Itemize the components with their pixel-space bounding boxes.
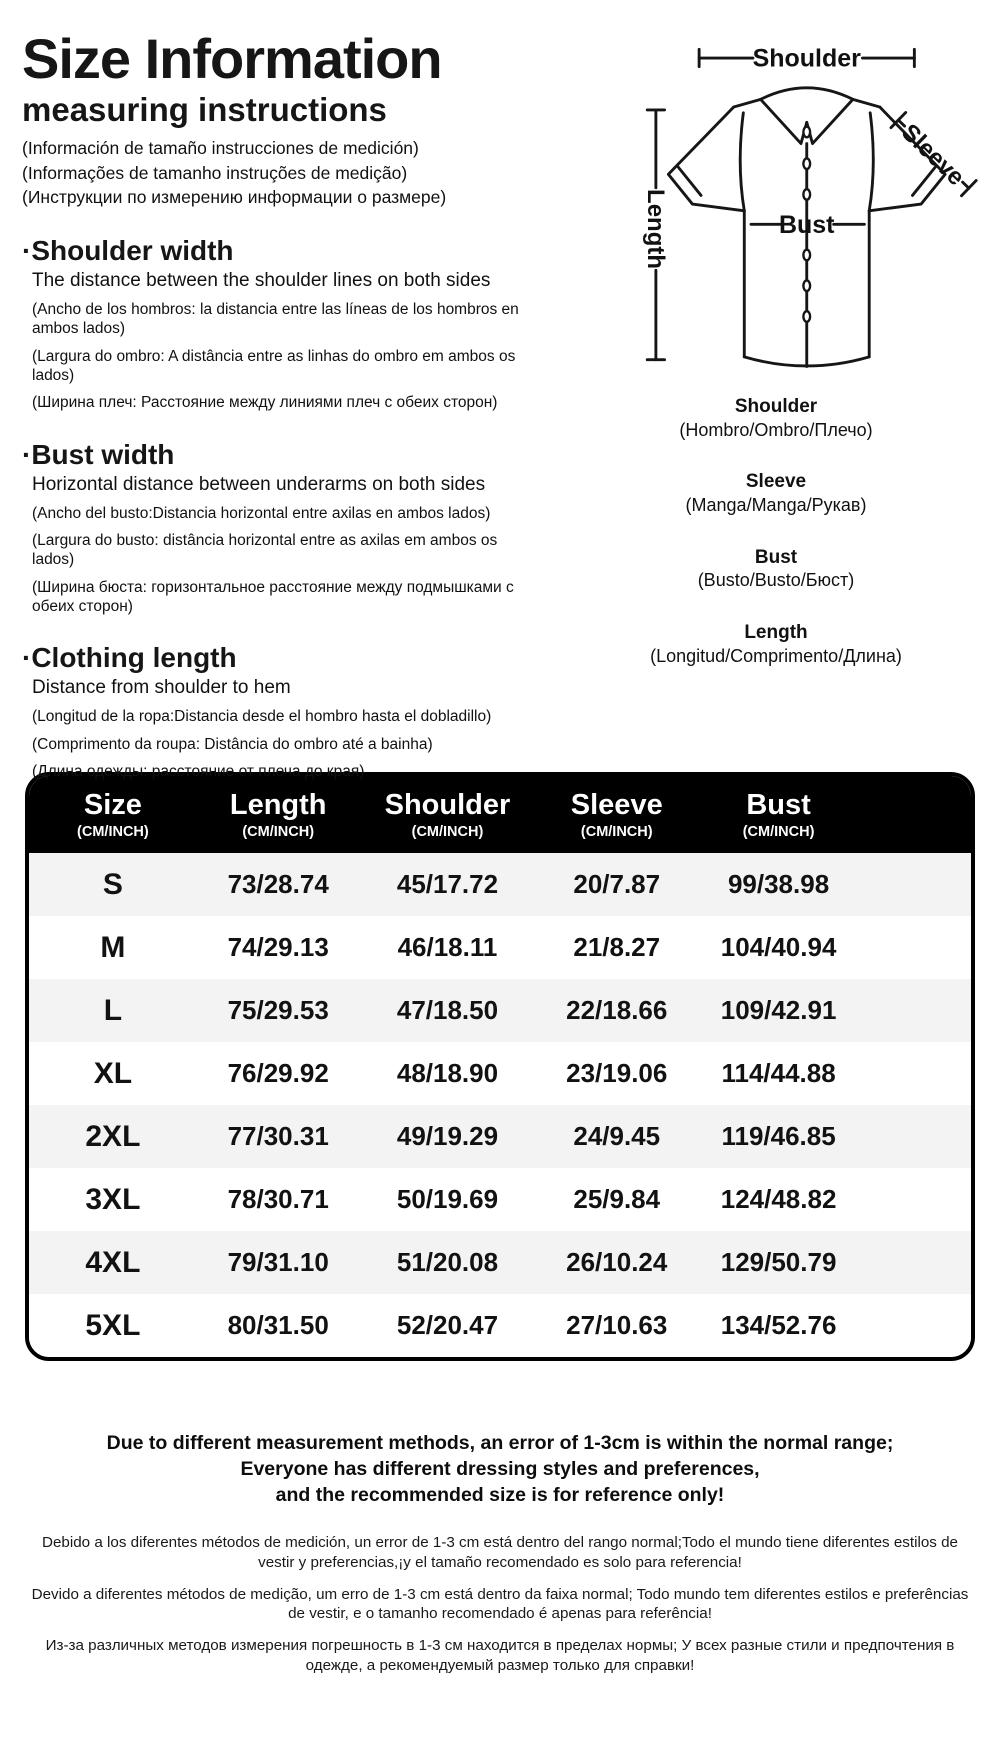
cell-sleeve: 27/10.63 [566,1310,668,1341]
disclaimer-line: Everyone has different dressing styles and preferences, [240,1458,760,1481]
cell-sleeve: 26/10.24 [566,1247,668,1278]
cell-shoulder: 52/20.47 [396,1310,499,1341]
header-cell-sleeve [535,789,698,840]
legend-translations: (Manga/Manga/Рукав) [685,495,867,515]
column-unit: (CM/INCH) [742,824,815,841]
translation-ru: (Длина одежды: расстояние от плеча до края) [32,762,365,780]
note-pt: Devido a diferentes métodos de medição, um erro de 1-3 cm está dentro da faixa normal; Todo mundo tem diferentes estilos e preferências de vestir, e o tamanho recomendado é apenas para referência! [31,1585,969,1623]
table-row [29,853,971,916]
subtitle-translation-pt: (Informações de tamanho instruções de medição) [22,162,408,183]
subtitle-translation-es: (Información de tamaño instrucciones de medición) [22,137,419,158]
length-diagram-label: Length [642,189,670,270]
section-translations [22,707,552,781]
left-armhole-seam [740,113,744,211]
legend-item-sleeve [552,470,1000,516]
right-shoulder-seam [853,99,880,107]
cell-sleeve: 21/8.27 [573,932,661,963]
button-icon [803,311,810,322]
legend-term: Length [744,621,808,643]
cell-size: S [102,867,123,901]
button-icon [803,250,810,261]
header-cell-shoulder [360,789,536,840]
cell-size: 5XL [85,1308,141,1342]
subtitle-translations [22,137,552,209]
cell-length: 73/28.74 [227,869,329,900]
cell-bust: 109/42.91 [720,995,837,1026]
legend-item-shoulder [552,395,1000,441]
translation-ru: (Ширина бюста: горизонтальное расстояние между подмышками с обеих сторон) [32,578,514,616]
shoulder-diagram-label: Shoulder [752,44,861,73]
diagram-legend [552,395,1000,667]
legend-term: Sleeve [745,471,807,493]
legend-item-length [552,621,1000,667]
collar-left-flap [761,99,807,143]
left-sleeve [668,107,744,211]
translation-pt: (Largura do busto: distância horizontal entre as axilas em ambos os lados) [32,531,498,569]
header-cell-bust [698,789,859,840]
column-unit: (CM/INCH) [77,824,149,841]
button-icon [803,158,810,169]
cell-bust: 134/52.76 [720,1310,837,1341]
cell-length: 79/31.10 [227,1247,329,1278]
table-row [29,1231,971,1294]
section-bust-width [22,440,552,617]
section-translations [22,504,552,617]
cell-shoulder: 49/19.29 [396,1121,499,1152]
legend-term: Shoulder [734,396,818,417]
cell-length: 78/30.71 [227,1184,329,1215]
header-cell-length [197,789,360,840]
cell-size: XL [93,1056,133,1090]
column-label: Length [229,789,327,821]
translation-pt: (Comprimento da roupa: Distância do ombro até a bainha) [32,735,433,753]
column-unit: (CM/INCH) [242,824,315,841]
cell-sleeve: 25/9.84 [573,1184,661,1215]
cell-bust: 114/44.88 [721,1058,836,1089]
button-icon [803,280,810,291]
section-heading: ·Shoulder width [22,235,234,267]
size-table [25,772,975,1361]
note-es: Debido a los diferentes métodos de medición, un error de 1-3 cm está dentro del rango normal;Todo el mundo tiene diferentes estilos de vestir y preferencias,¡y el tamaño recomendado es solo para referencia! [42,1534,958,1571]
shirt-diagram [555,28,997,384]
cell-size: M [100,930,126,964]
column-unit: (CM/INCH) [580,824,653,841]
column-label: Shoulder [384,789,511,821]
translation-es: (Ancho del busto:Distancia horizontal entre axilas en ambos lados) [32,504,491,522]
legend-term: Bust [754,546,798,568]
column-label: Sleeve [570,789,663,821]
column-unit: (CM/INCH) [411,824,484,841]
right-armhole-seam [869,113,873,211]
instructions-column [22,26,552,780]
legend-item-bust [552,546,1000,592]
collar [761,88,853,100]
cell-size: 2XL [85,1119,141,1153]
cell-length: 74/29.13 [227,932,329,963]
sleeve-diagram-label: Sleeve [896,118,970,192]
cell-length: 80/31.50 [227,1310,329,1341]
legend-translations: (Longitud/Comprimento/Длина) [650,645,902,666]
legend-translations: (Busto/Busto/Бюст) [697,570,855,591]
cell-shoulder: 51/20.08 [396,1247,499,1278]
collar-right-flap [807,99,853,143]
cell-sleeve: 24/9.45 [573,1121,661,1152]
table-row [29,1105,971,1168]
cell-shoulder: 48/18.90 [396,1058,499,1089]
cell-shoulder: 50/19.69 [396,1184,499,1215]
button-icon [803,127,810,138]
subtitle-translation-ru: (Инструкции по измерению информации о размере) [22,187,447,208]
cell-sleeve: 23/19.06 [566,1058,668,1089]
cell-sleeve: 22/18.66 [566,995,668,1026]
disclaimer-en [0,1431,1000,1509]
section-translations [22,300,552,413]
section-shoulder-width [22,236,552,413]
button-icon [803,189,810,200]
cell-bust: 104/40.94 [720,932,837,963]
cell-bust: 119/46.85 [721,1121,836,1152]
column-label: Bust [746,789,811,821]
cell-bust: 129/50.79 [720,1247,837,1278]
table-row [29,979,971,1042]
cell-sleeve: 20/7.87 [573,869,661,900]
page-title: Size Information [22,27,442,90]
cell-bust: 124/48.82 [720,1184,837,1215]
cell-size: 4XL [85,1245,141,1279]
top-section [0,0,1000,780]
translation-pt: (Largura do ombro: A distância entre as linhas do ombro em ambos os lados) [32,347,516,384]
table-header [29,776,971,853]
section-heading: ·Clothing length [22,642,237,674]
cell-shoulder: 46/18.11 [397,932,498,963]
cell-length: 77/30.31 [227,1121,329,1152]
cell-length: 75/29.53 [227,995,329,1026]
disclaimer-translations [0,1533,1000,1676]
disclaimer-line: Due to different measurement methods, an error of 1-3cm is within the normal range; [106,1432,894,1455]
translation-ru: (Ширина плеч: Расстояние между линиями плеч с обеих сторон) [32,394,498,412]
cell-size: 3XL [85,1182,141,1216]
table-row [29,916,971,979]
page-subtitle: measuring instructions [22,90,387,128]
section-heading: ·Bust width [22,438,175,470]
section-clothing-length [22,643,552,781]
disclaimer-line: and the recommended size is for reference only! [275,1484,725,1507]
table-row [29,1168,971,1231]
header-cell-size [29,789,197,840]
diagram-column [552,26,1000,717]
left-shoulder-seam [734,99,761,107]
shirt-diagram-wrap [552,26,1000,667]
table-row [29,1294,971,1357]
section-description: The distance between the shoulder lines on both sides [32,269,491,291]
cell-shoulder: 47/18.50 [396,995,499,1026]
table-row [29,1042,971,1105]
translation-es: (Longitud de la ropa:Distancia desde el hombro hasta el dobladillo) [32,708,492,726]
translation-es: (Ancho de los hombros: la distancia entre las líneas de los hombros en ambos lados) [32,300,519,338]
section-description: Horizontal distance between underarms on both sides [32,473,486,495]
cell-shoulder: 45/17.72 [396,869,499,900]
bust-diagram-label: Bust [778,210,835,239]
column-label: Size [83,789,142,821]
cell-length: 76/29.92 [227,1058,329,1089]
note-ru: Из-за различных методов измерения погрешность в 1-3 см находится в пределах нормы; У всех разные стили и предпочтения в одежде, а рекомендуемый размер только для справки! [45,1637,955,1674]
legend-translations: (Hombro/Ombro/Плечо) [679,419,873,440]
section-description: Distance from shoulder to hem [32,677,291,699]
cell-size: L [103,993,123,1027]
cell-bust: 99/38.98 [727,869,830,900]
